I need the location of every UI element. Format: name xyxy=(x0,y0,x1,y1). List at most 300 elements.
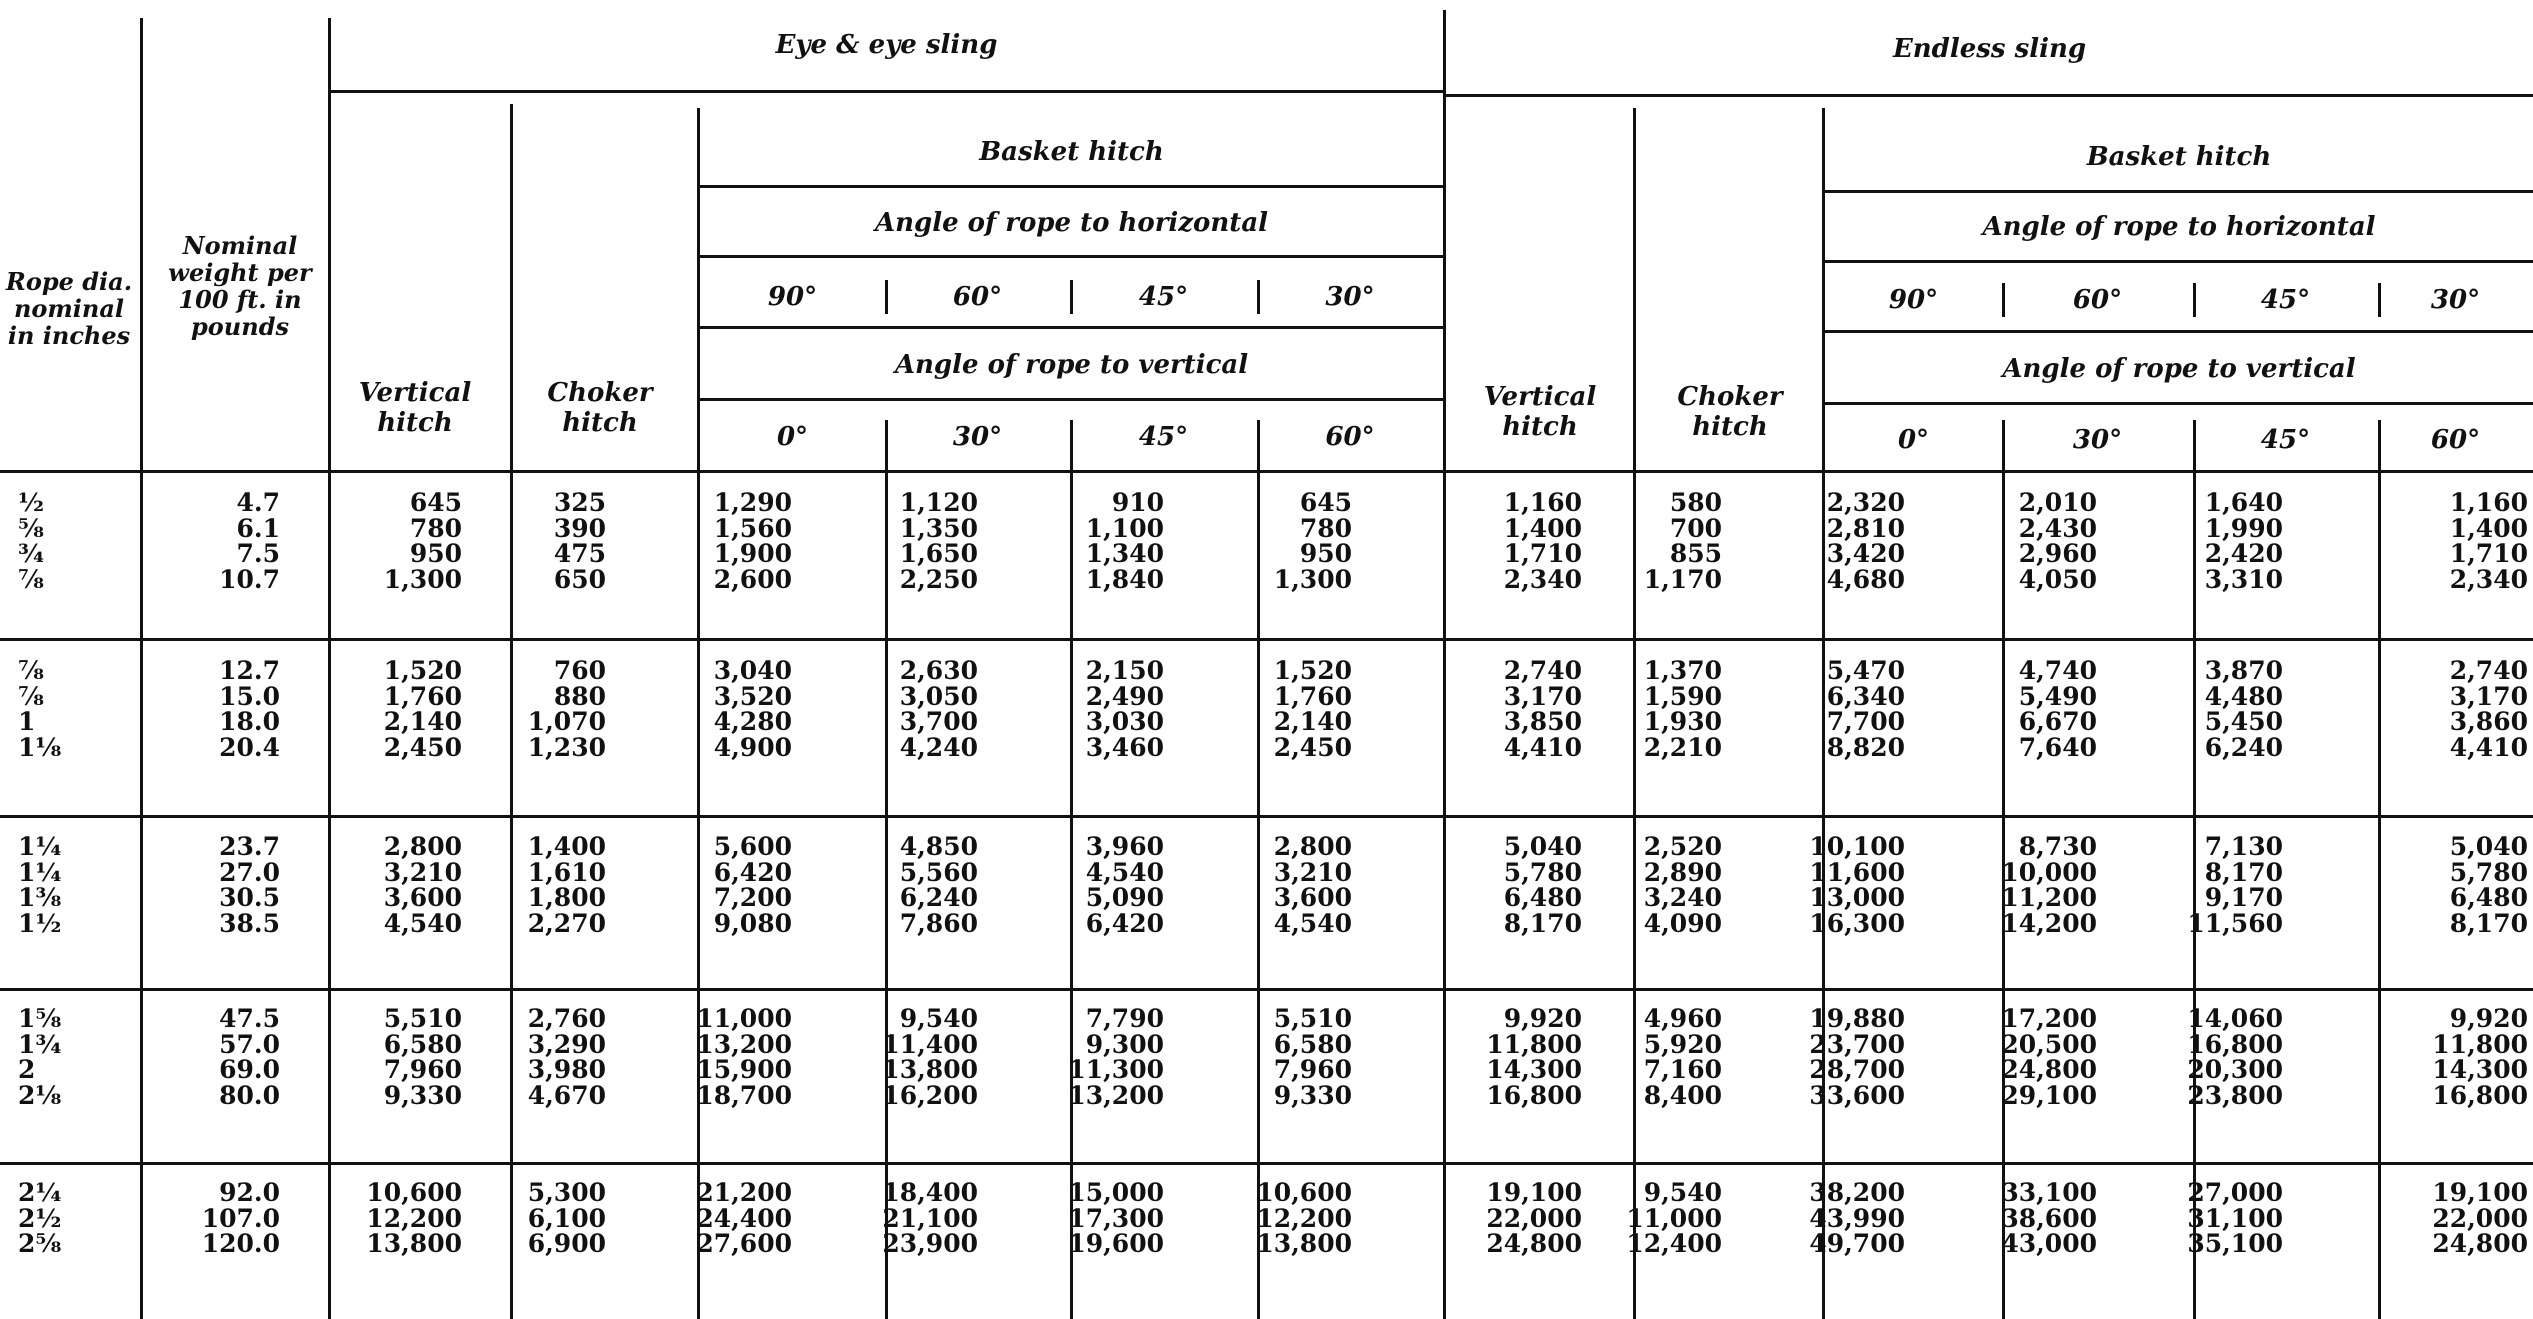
header-rope-dia: Rope dia. nominal in inches xyxy=(5,267,133,350)
header-eye-vertical-hitch: Vertical hitch xyxy=(358,378,472,438)
endless-basket-60deg: 11,800 xyxy=(2432,1029,2528,1059)
endless-basket-45deg: 14,060 xyxy=(2187,1004,2283,1033)
endless-choker-hitch: 1,170 xyxy=(1643,564,1722,594)
eye-basket-60deg: 645 xyxy=(1299,488,1352,517)
eye-basket-30deg: 23,900 xyxy=(882,1229,978,1258)
eye-basket-60deg: 3,600 xyxy=(1273,883,1352,912)
eye-choker-hitch: 390 xyxy=(553,513,606,543)
endless-vertical-hitch: 11,800 xyxy=(1486,1029,1582,1059)
endless-vertical-hitch: 5,040 xyxy=(1503,832,1582,861)
eye-horizontal-angle: 45° xyxy=(1138,282,1189,312)
eye-vertical-hitch: 3,600 xyxy=(383,883,462,912)
endless-basket-60deg: 2,340 xyxy=(2449,564,2528,594)
nominal-weight: 80.0 xyxy=(219,1080,280,1110)
header-eye-sling: Eye & eye sling xyxy=(775,30,998,60)
endless-choker-hitch: 2,210 xyxy=(1643,732,1722,762)
endless-basket-45deg: 2,420 xyxy=(2204,539,2283,568)
endless-choker-hitch: 5,920 xyxy=(1643,1029,1722,1059)
header-end-vertical-hitch: Vertical hitch xyxy=(1483,382,1597,442)
eye-basket-60deg: 950 xyxy=(1299,539,1352,568)
endless-basket-0deg: 10,100 xyxy=(1809,832,1905,861)
eye-basket-45deg: 4,540 xyxy=(1085,857,1164,887)
rule-eye-horiz-angles xyxy=(700,326,1443,329)
eye-choker-hitch: 6,100 xyxy=(527,1203,606,1233)
eye-basket-60deg: 2,450 xyxy=(1273,732,1352,762)
eye-vertical-hitch: 10,600 xyxy=(366,1178,462,1207)
eye-choker-hitch: 2,270 xyxy=(527,908,606,938)
endless-basket-60deg: 24,800 xyxy=(2432,1229,2528,1258)
endless-basket-0deg: 16,300 xyxy=(1809,908,1905,938)
eye-basket-0deg: 11,000 xyxy=(696,1004,792,1033)
eye-basket-30deg: 2,250 xyxy=(899,564,978,594)
eye-vertical-hitch: 9,330 xyxy=(383,1080,462,1110)
eye-basket-45deg: 1,340 xyxy=(1085,539,1164,568)
rope-diameter: 2¼ xyxy=(18,1178,62,1207)
header-endless-sling: Endless sling xyxy=(1892,34,2087,64)
eye-basket-0deg: 4,280 xyxy=(713,707,792,736)
endless-vertical-hitch: 3,170 xyxy=(1503,681,1582,711)
endless-basket-60deg: 2,740 xyxy=(2449,656,2528,685)
eye-basket-0deg: 1,290 xyxy=(713,488,792,517)
eye-basket-30deg: 3,700 xyxy=(899,707,978,736)
eye-basket-60deg: 1,760 xyxy=(1273,681,1352,711)
eye-basket-60deg: 13,800 xyxy=(1256,1229,1352,1258)
nominal-weight: 15.0 xyxy=(219,681,280,711)
endless-basket-60deg: 9,920 xyxy=(2449,1004,2528,1033)
endless-basket-60deg: 5,780 xyxy=(2449,857,2528,887)
eye-basket-30deg: 13,800 xyxy=(882,1055,978,1084)
endless-basket-30deg: 7,640 xyxy=(2018,732,2097,762)
rule-eye-horiz xyxy=(700,255,1443,258)
eye-basket-30deg: 18,400 xyxy=(882,1178,978,1207)
eye-basket-0deg: 13,200 xyxy=(696,1029,792,1059)
nominal-weight: 107.0 xyxy=(201,1203,280,1233)
eye-basket-45deg: 3,030 xyxy=(1085,707,1164,736)
eye-basket-45deg: 5,090 xyxy=(1085,883,1164,912)
eye-choker-hitch: 3,980 xyxy=(527,1055,606,1084)
eye-basket-0deg: 5,600 xyxy=(713,832,792,861)
endless-basket-60deg: 6,480 xyxy=(2449,883,2528,912)
endless-vertical-hitch: 1,400 xyxy=(1503,513,1582,543)
eye-basket-60deg: 6,580 xyxy=(1273,1029,1352,1059)
endless-basket-0deg: 28,700 xyxy=(1809,1055,1905,1084)
endless-basket-45deg: 5,450 xyxy=(2204,707,2283,736)
endless-basket-45deg: 9,170 xyxy=(2204,883,2283,912)
endless-vertical-hitch: 4,410 xyxy=(1503,732,1582,762)
eye-choker-hitch: 5,300 xyxy=(527,1178,606,1207)
endless-choker-hitch: 1,370 xyxy=(1643,656,1722,685)
eye-basket-0deg: 7,200 xyxy=(713,883,792,912)
eye-basket-45deg: 15,000 xyxy=(1068,1178,1164,1207)
rope-diameter: ⅞ xyxy=(18,656,44,685)
endless-vertical-hitch: 24,800 xyxy=(1486,1229,1582,1258)
eye-choker-hitch: 2,760 xyxy=(527,1004,606,1033)
endless-choker-hitch: 4,960 xyxy=(1643,1004,1722,1033)
eye-choker-hitch: 650 xyxy=(553,564,606,594)
rule-eye-basket xyxy=(700,185,1443,188)
endless-choker-hitch: 580 xyxy=(1669,488,1722,517)
rule-endless-group xyxy=(1446,94,2533,97)
eye-basket-60deg: 1,520 xyxy=(1273,656,1352,685)
eye-vertical-hitch: 1,520 xyxy=(383,656,462,685)
eye-basket-30deg: 21,100 xyxy=(882,1203,978,1233)
eye-basket-0deg: 6,420 xyxy=(713,857,792,887)
endless-horizontal-angle: 90° xyxy=(1888,285,1939,315)
rope-diameter: ⅝ xyxy=(18,513,44,543)
endless-basket-30deg: 14,200 xyxy=(2001,908,2097,938)
endless-vertical-hitch: 8,170 xyxy=(1503,908,1582,938)
eye-basket-0deg: 3,040 xyxy=(713,656,792,685)
endless-basket-45deg: 8,170 xyxy=(2204,857,2283,887)
header-nominal-weight: Nominal weight per 100 ft. in pounds xyxy=(168,231,312,341)
nominal-weight: 27.0 xyxy=(219,857,280,887)
endless-basket-60deg: 1,400 xyxy=(2449,513,2528,543)
endless-choker-hitch: 2,520 xyxy=(1643,832,1722,861)
endless-basket-0deg: 7,700 xyxy=(1826,707,1905,736)
rule-end-va-3 xyxy=(2378,420,2381,1319)
eye-vertical-hitch: 3,210 xyxy=(383,857,462,887)
endless-vertical-hitch: 6,480 xyxy=(1503,883,1582,912)
rope-diameter: 1¾ xyxy=(18,1029,62,1059)
eye-basket-0deg: 21,200 xyxy=(696,1178,792,1207)
eye-vertical-hitch: 13,800 xyxy=(366,1229,462,1258)
endless-basket-45deg: 7,130 xyxy=(2204,832,2283,861)
endless-basket-30deg: 24,800 xyxy=(2001,1055,2097,1084)
eye-basket-0deg: 9,080 xyxy=(713,908,792,938)
endless-vertical-angle: 30° xyxy=(2072,425,2123,455)
endless-basket-0deg: 38,200 xyxy=(1809,1178,1905,1207)
eye-basket-45deg: 3,960 xyxy=(1085,832,1164,861)
endless-basket-45deg: 4,480 xyxy=(2204,681,2283,711)
endless-vertical-hitch: 1,160 xyxy=(1503,488,1582,517)
nominal-weight: 92.0 xyxy=(219,1178,280,1207)
eye-horizontal-angle: 60° xyxy=(952,282,1003,312)
eye-choker-hitch: 1,070 xyxy=(527,707,606,736)
endless-basket-60deg: 1,160 xyxy=(2449,488,2528,517)
endless-horizontal-angle: 45° xyxy=(2260,285,2311,315)
eye-choker-hitch: 3,290 xyxy=(527,1029,606,1059)
rule-group-3 xyxy=(0,988,2533,991)
eye-basket-0deg: 18,700 xyxy=(696,1080,792,1110)
eye-vertical-angle: 45° xyxy=(1138,422,1189,452)
eye-basket-45deg: 2,490 xyxy=(1085,681,1164,711)
endless-basket-0deg: 3,420 xyxy=(1826,539,1905,568)
rule-group-1 xyxy=(0,638,2533,641)
endless-basket-0deg: 2,810 xyxy=(1826,513,1905,543)
eye-basket-30deg: 5,560 xyxy=(899,857,978,887)
header-eye-angle-vertical: Angle of rope to vertical xyxy=(894,350,1249,380)
endless-basket-30deg: 20,500 xyxy=(2001,1029,2097,1059)
rope-diameter: 1⅛ xyxy=(18,732,62,762)
endless-basket-45deg: 1,640 xyxy=(2204,488,2283,517)
eye-basket-60deg: 780 xyxy=(1299,513,1352,543)
eye-basket-30deg: 2,630 xyxy=(899,656,978,685)
eye-choker-hitch: 760 xyxy=(553,656,606,685)
endless-basket-30deg: 43,000 xyxy=(2001,1229,2097,1258)
endless-basket-60deg: 19,100 xyxy=(2432,1178,2528,1207)
endless-basket-30deg: 2,430 xyxy=(2018,513,2097,543)
eye-basket-30deg: 1,350 xyxy=(899,513,978,543)
rule-eye-group xyxy=(330,90,1443,93)
endless-basket-45deg: 11,560 xyxy=(2187,908,2283,938)
endless-basket-60deg: 4,410 xyxy=(2449,732,2528,762)
rope-diameter: 2⅝ xyxy=(18,1229,62,1258)
endless-choker-hitch: 2,890 xyxy=(1643,857,1722,887)
rule-end-vert xyxy=(1825,402,2533,405)
eye-basket-0deg: 1,560 xyxy=(713,513,792,543)
endless-basket-60deg: 1,710 xyxy=(2449,539,2528,568)
eye-basket-30deg: 7,860 xyxy=(899,908,978,938)
endless-choker-hitch: 11,000 xyxy=(1626,1203,1722,1233)
eye-basket-30deg: 1,650 xyxy=(899,539,978,568)
endless-vertical-hitch: 3,850 xyxy=(1503,707,1582,736)
endless-basket-45deg: 23,800 xyxy=(2187,1080,2283,1110)
endless-basket-60deg: 3,860 xyxy=(2449,707,2528,736)
endless-basket-45deg: 3,870 xyxy=(2204,656,2283,685)
header-eye-basket-hitch: Basket hitch xyxy=(979,137,1164,167)
rope-diameter: 1½ xyxy=(18,908,62,938)
endless-basket-0deg: 11,600 xyxy=(1809,857,1905,887)
eye-vertical-hitch: 6,580 xyxy=(383,1029,462,1059)
endless-basket-0deg: 49,700 xyxy=(1809,1229,1905,1258)
endless-choker-hitch: 1,590 xyxy=(1643,681,1722,711)
eye-basket-45deg: 2,150 xyxy=(1085,656,1164,685)
header-end-choker-hitch: Choker hitch xyxy=(1677,382,1783,442)
nominal-weight: 20.4 xyxy=(219,732,280,762)
endless-basket-0deg: 2,320 xyxy=(1826,488,1905,517)
endless-vertical-hitch: 22,000 xyxy=(1486,1203,1582,1233)
eye-vertical-angle: 30° xyxy=(952,422,1003,452)
eye-basket-60deg: 9,330 xyxy=(1273,1080,1352,1110)
endless-basket-60deg: 8,170 xyxy=(2449,908,2528,938)
eye-horizontal-angle: 30° xyxy=(1325,282,1375,312)
endless-choker-hitch: 8,400 xyxy=(1643,1080,1722,1110)
endless-basket-60deg: 16,800 xyxy=(2432,1080,2528,1110)
endless-basket-0deg: 8,820 xyxy=(1826,732,1905,762)
eye-basket-0deg: 2,600 xyxy=(713,564,792,594)
endless-basket-30deg: 6,670 xyxy=(2018,707,2097,736)
endless-vertical-hitch: 16,800 xyxy=(1486,1080,1582,1110)
endless-basket-0deg: 13,000 xyxy=(1809,883,1905,912)
endless-basket-45deg: 20,300 xyxy=(2187,1055,2283,1084)
eye-vertical-hitch: 780 xyxy=(409,513,462,543)
endless-choker-hitch: 700 xyxy=(1669,513,1722,543)
endless-vertical-angle: 60° xyxy=(2430,425,2481,455)
nominal-weight: 23.7 xyxy=(219,832,280,861)
header-end-basket-hitch: Basket hitch xyxy=(2086,142,2272,172)
rule-eye-vert xyxy=(700,398,1443,401)
eye-choker-hitch: 1,800 xyxy=(527,883,606,912)
eye-vertical-hitch: 1,300 xyxy=(383,564,462,594)
rope-diameter: 2½ xyxy=(18,1203,62,1233)
endless-choker-hitch: 9,540 xyxy=(1643,1178,1722,1207)
endless-basket-60deg: 14,300 xyxy=(2432,1055,2528,1084)
nominal-weight: 69.0 xyxy=(219,1055,280,1084)
endless-basket-45deg: 27,000 xyxy=(2187,1178,2283,1207)
nominal-weight: 38.5 xyxy=(219,908,280,938)
eye-basket-30deg: 4,850 xyxy=(899,832,978,861)
endless-basket-0deg: 19,880 xyxy=(1809,1004,1905,1033)
eye-vertical-hitch: 12,200 xyxy=(366,1203,462,1233)
eye-basket-45deg: 910 xyxy=(1111,488,1164,517)
rope-diameter: ⅞ xyxy=(18,564,44,594)
eye-choker-hitch: 325 xyxy=(553,488,606,517)
eye-vertical-hitch: 7,960 xyxy=(383,1055,462,1084)
eye-vertical-hitch: 645 xyxy=(409,488,462,517)
endless-basket-30deg: 11,200 xyxy=(2001,883,2097,912)
eye-basket-45deg: 9,300 xyxy=(1085,1029,1164,1059)
eye-basket-0deg: 24,400 xyxy=(696,1203,792,1233)
endless-basket-0deg: 5,470 xyxy=(1826,656,1905,685)
eye-basket-30deg: 6,240 xyxy=(899,883,978,912)
eye-vertical-hitch: 4,540 xyxy=(383,908,462,938)
endless-vertical-hitch: 2,340 xyxy=(1503,564,1582,594)
nominal-weight: 7.5 xyxy=(236,539,280,568)
endless-basket-30deg: 4,740 xyxy=(2018,656,2097,685)
eye-basket-45deg: 17,300 xyxy=(1068,1203,1164,1233)
rope-diameter: 1 xyxy=(18,707,36,736)
eye-basket-60deg: 12,200 xyxy=(1256,1203,1352,1233)
rope-diameter: 2 xyxy=(18,1055,36,1084)
endless-vertical-hitch: 9,920 xyxy=(1503,1004,1582,1033)
header-end-angle-horizontal: Angle of rope to horizontal xyxy=(1982,212,2376,242)
endless-choker-hitch: 4,090 xyxy=(1643,908,1722,938)
eye-basket-60deg: 5,510 xyxy=(1273,1004,1352,1033)
endless-basket-45deg: 6,240 xyxy=(2204,732,2283,762)
eye-basket-0deg: 3,520 xyxy=(713,681,792,711)
eye-basket-45deg: 1,840 xyxy=(1085,564,1164,594)
eye-basket-60deg: 1,300 xyxy=(1273,564,1352,594)
endless-basket-0deg: 43,990 xyxy=(1809,1203,1905,1233)
eye-basket-30deg: 16,200 xyxy=(882,1080,978,1110)
endless-basket-30deg: 17,200 xyxy=(2001,1004,2097,1033)
eye-vertical-hitch: 1,760 xyxy=(383,681,462,711)
rope-diameter: 1⅝ xyxy=(18,1004,62,1033)
rope-diameter: ⅞ xyxy=(18,681,44,711)
eye-vertical-hitch: 2,140 xyxy=(383,707,462,736)
endless-basket-0deg: 23,700 xyxy=(1809,1029,1905,1059)
endless-vertical-angle: 45° xyxy=(2260,425,2311,455)
endless-choker-hitch: 1,930 xyxy=(1643,707,1722,736)
eye-basket-0deg: 4,900 xyxy=(713,732,792,762)
eye-basket-0deg: 1,900 xyxy=(713,539,792,568)
eye-basket-60deg: 7,960 xyxy=(1273,1055,1352,1084)
endless-basket-30deg: 38,600 xyxy=(2001,1203,2097,1233)
rule-end-horiz-angles xyxy=(1825,330,2533,333)
endless-basket-30deg: 2,960 xyxy=(2018,539,2097,568)
eye-basket-0deg: 27,600 xyxy=(696,1229,792,1258)
rule-body-top xyxy=(0,470,2533,473)
rule-end-basket xyxy=(1825,190,2533,193)
eye-choker-hitch: 880 xyxy=(553,681,606,711)
eye-basket-45deg: 11,300 xyxy=(1068,1055,1164,1084)
nominal-weight: 57.0 xyxy=(219,1029,280,1059)
endless-basket-45deg: 3,310 xyxy=(2204,564,2283,594)
endless-basket-60deg: 3,170 xyxy=(2449,681,2528,711)
eye-choker-hitch: 6,900 xyxy=(527,1229,606,1258)
rule-left-1 xyxy=(140,18,143,1319)
endless-basket-0deg: 6,340 xyxy=(1826,681,1905,711)
rope-diameter: 1¼ xyxy=(18,832,62,861)
eye-basket-30deg: 4,240 xyxy=(899,732,978,762)
nominal-weight: 12.7 xyxy=(219,656,280,685)
endless-choker-hitch: 12,400 xyxy=(1626,1229,1722,1258)
eye-vertical-hitch: 950 xyxy=(409,539,462,568)
eye-choker-hitch: 1,400 xyxy=(527,832,606,861)
header-eye-choker-hitch: Choker hitch xyxy=(547,378,653,438)
rule-group-4 xyxy=(0,1162,2533,1165)
endless-basket-45deg: 1,990 xyxy=(2204,513,2283,543)
nominal-weight: 10.7 xyxy=(219,564,280,594)
eye-basket-45deg: 7,790 xyxy=(1085,1004,1164,1033)
endless-basket-30deg: 29,100 xyxy=(2001,1080,2097,1110)
endless-basket-60deg: 5,040 xyxy=(2449,832,2528,861)
endless-horizontal-angle: 30° xyxy=(2430,285,2481,315)
eye-basket-30deg: 11,400 xyxy=(882,1029,978,1059)
nominal-weight: 120.0 xyxy=(201,1229,280,1258)
eye-basket-60deg: 3,210 xyxy=(1273,857,1352,887)
nominal-weight: 30.5 xyxy=(219,883,280,912)
eye-vertical-hitch: 2,800 xyxy=(383,832,462,861)
endless-vertical-hitch: 5,780 xyxy=(1503,857,1582,887)
endless-vertical-hitch: 19,100 xyxy=(1486,1178,1582,1207)
header-eye-angle-horizontal: Angle of rope to horizontal xyxy=(874,208,1269,238)
endless-basket-60deg: 22,000 xyxy=(2432,1203,2528,1233)
eye-basket-30deg: 3,050 xyxy=(899,681,978,711)
endless-choker-hitch: 3,240 xyxy=(1643,883,1722,912)
endless-basket-30deg: 10,000 xyxy=(2001,857,2097,887)
eye-basket-30deg: 1,120 xyxy=(899,488,978,517)
rope-diameter: 2⅛ xyxy=(18,1080,62,1110)
eye-basket-45deg: 1,100 xyxy=(1085,513,1164,543)
endless-basket-0deg: 33,600 xyxy=(1809,1080,1905,1110)
endless-choker-hitch: 7,160 xyxy=(1643,1055,1722,1084)
eye-basket-45deg: 6,420 xyxy=(1085,908,1164,938)
eye-vertical-angle: 0° xyxy=(776,422,809,452)
endless-basket-45deg: 16,800 xyxy=(2187,1029,2283,1059)
eye-choker-hitch: 1,230 xyxy=(527,732,606,762)
eye-basket-60deg: 2,800 xyxy=(1273,832,1352,861)
endless-basket-30deg: 33,100 xyxy=(2001,1178,2097,1207)
rope-diameter: ¾ xyxy=(18,539,45,568)
endless-basket-45deg: 31,100 xyxy=(2187,1203,2283,1233)
eye-basket-30deg: 9,540 xyxy=(899,1004,978,1033)
eye-basket-45deg: 19,600 xyxy=(1068,1229,1164,1258)
nominal-weight: 6.1 xyxy=(236,513,280,543)
header-end-angle-vertical: Angle of rope to vertical xyxy=(2002,354,2356,384)
eye-basket-60deg: 10,600 xyxy=(1256,1178,1352,1207)
endless-basket-30deg: 8,730 xyxy=(2018,832,2097,861)
nominal-weight: 18.0 xyxy=(219,707,280,736)
eye-choker-hitch: 4,670 xyxy=(527,1080,606,1110)
nominal-weight: 4.7 xyxy=(236,488,280,517)
eye-basket-0deg: 15,900 xyxy=(696,1055,792,1084)
endless-basket-30deg: 4,050 xyxy=(2018,564,2097,594)
endless-basket-45deg: 35,100 xyxy=(2187,1229,2283,1258)
endless-vertical-hitch: 1,710 xyxy=(1503,539,1582,568)
endless-basket-0deg: 4,680 xyxy=(1826,564,1905,594)
eye-vertical-hitch: 2,450 xyxy=(383,732,462,762)
eye-choker-hitch: 1,610 xyxy=(527,857,606,887)
eye-basket-60deg: 4,540 xyxy=(1273,908,1352,938)
endless-vertical-hitch: 2,740 xyxy=(1503,656,1582,685)
eye-basket-45deg: 13,200 xyxy=(1068,1080,1164,1110)
rope-diameter: 1⅜ xyxy=(18,883,62,912)
eye-basket-60deg: 2,140 xyxy=(1273,707,1352,736)
eye-horizontal-angle: 90° xyxy=(767,282,818,312)
endless-basket-30deg: 2,010 xyxy=(2018,488,2097,517)
endless-vertical-angle: 0° xyxy=(1897,425,1930,455)
